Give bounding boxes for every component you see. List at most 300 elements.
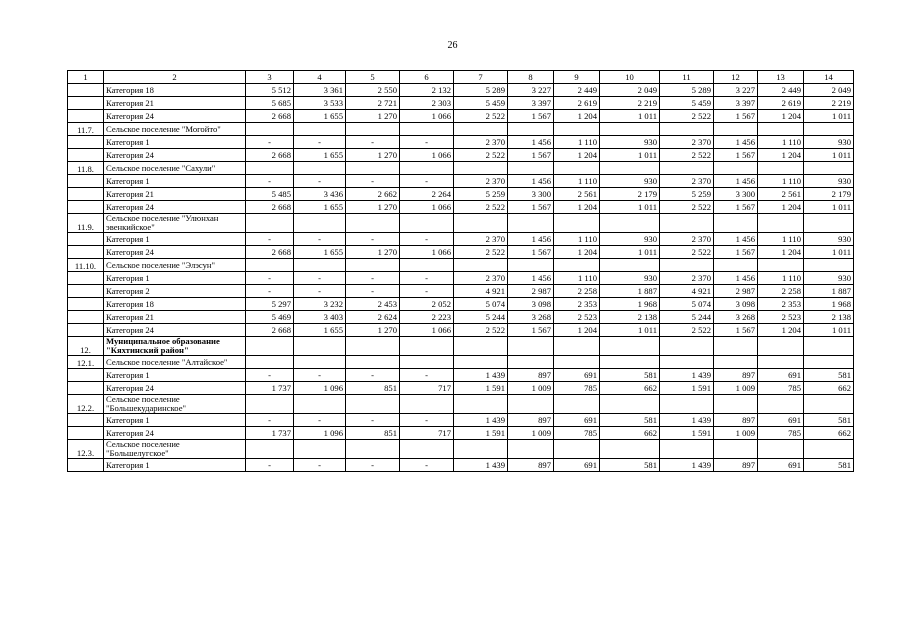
row-value: 1 270 [346,110,400,123]
row-value: 1 567 [714,149,758,162]
page-number: 26 [447,40,458,51]
empty-cell [600,337,660,356]
row-value: - [346,272,400,285]
empty-cell [660,259,714,272]
empty-cell [600,259,660,272]
row-name: Категория 24 [104,324,246,337]
row-name: Категория 1 [104,414,246,427]
row-name: Категория 1 [104,272,246,285]
row-value: 5 074 [454,298,508,311]
row-value: 1 011 [600,149,660,162]
row-value: 5 469 [246,311,294,324]
empty-cell [714,395,758,414]
empty-cell [246,356,294,369]
row-value: 1 204 [554,201,600,214]
row-value: 2 370 [454,136,508,149]
row-value: 1 110 [758,136,804,149]
row-value: 897 [714,414,758,427]
row-value: 3 268 [508,311,554,324]
row-value: 691 [758,369,804,382]
empty-cell [246,395,294,414]
row-value: 1 096 [294,427,346,440]
empty-cell [758,123,804,136]
row-value: 2 353 [758,298,804,311]
row-value: - [346,414,400,427]
table-row [68,175,854,188]
row-value: 2 453 [346,298,400,311]
row-value: 930 [600,136,660,149]
empty-cell [804,123,854,136]
row-value: - [346,233,400,246]
row-value: 930 [600,233,660,246]
row-value: 1 456 [508,233,554,246]
row-code [68,285,104,298]
row-value: 1 439 [454,459,508,472]
municipality-row [68,337,854,356]
empty-cell [508,440,554,459]
row-code [68,382,104,395]
empty-cell [714,214,758,233]
row-name: Категория 24 [104,246,246,259]
empty-cell [714,337,758,356]
row-value: 1 456 [508,272,554,285]
row-value: 662 [804,382,854,395]
row-value: 930 [600,272,660,285]
table-row [68,233,854,246]
row-value: 1 655 [294,149,346,162]
column-number: 5 [346,71,400,84]
empty-cell [246,162,294,175]
empty-cell [346,259,400,272]
table-row [68,311,854,324]
row-value: 2 522 [454,110,508,123]
row-name: Категория 24 [104,110,246,123]
row-value: 3 300 [508,188,554,201]
row-name: Категория 24 [104,149,246,162]
row-value: 691 [758,414,804,427]
empty-cell [400,259,454,272]
section-code: 11.7. [68,123,104,136]
column-number: 9 [554,71,600,84]
row-value: 1 066 [400,149,454,162]
row-value: 3 533 [294,97,346,110]
row-value: 930 [804,233,854,246]
row-value: 1 066 [400,201,454,214]
column-number: 3 [246,71,294,84]
table-row [68,84,854,97]
empty-cell [758,337,804,356]
column-number: 11 [660,71,714,84]
row-value: 2 223 [400,311,454,324]
empty-cell [660,395,714,414]
section-name: Сельское поселение "Могойто" [104,123,246,136]
column-number: 4 [294,71,346,84]
row-value: 1 009 [714,427,758,440]
empty-cell [714,123,758,136]
row-value: 717 [400,382,454,395]
row-value: - [246,414,294,427]
row-value: 2 561 [758,188,804,201]
row-value: 5 259 [454,188,508,201]
row-value: - [400,369,454,382]
table-row [68,136,854,149]
row-value: 1 737 [246,427,294,440]
row-name: Категория 2 [104,285,246,298]
row-value: 851 [346,427,400,440]
row-value: 1 270 [346,149,400,162]
row-value: 3 403 [294,311,346,324]
row-value: 1 066 [400,110,454,123]
empty-cell [804,440,854,459]
row-value: 897 [508,414,554,427]
table-row [68,298,854,311]
row-value: 5 459 [660,97,714,110]
row-value: 1 110 [758,272,804,285]
row-value: 3 361 [294,84,346,97]
section-name: Муниципальное образование "Кяхтинский район" [104,337,246,356]
column-number: 13 [758,71,804,84]
empty-cell [554,395,600,414]
empty-cell [508,259,554,272]
row-code [68,272,104,285]
empty-cell [660,356,714,369]
empty-cell [346,440,400,459]
row-value: 581 [600,369,660,382]
empty-cell [554,337,600,356]
row-value: 3 098 [714,298,758,311]
empty-cell [346,162,400,175]
row-code [68,298,104,311]
empty-cell [554,259,600,272]
table-row [68,414,854,427]
row-value: 5 685 [246,97,294,110]
row-code [68,369,104,382]
row-value: - [246,233,294,246]
row-value: 2 258 [554,285,600,298]
row-value: 1 456 [508,136,554,149]
empty-cell [400,440,454,459]
row-value: 2 522 [660,201,714,214]
row-value: 4 921 [454,285,508,298]
row-value: 1 968 [804,298,854,311]
row-value: 2 132 [400,84,454,97]
row-value: 3 397 [508,97,554,110]
row-name: Категория 1 [104,136,246,149]
section-name: Сельское поселение "Большекударинское" [104,395,246,414]
row-value: 897 [714,369,758,382]
row-value: 1 011 [600,201,660,214]
row-value: - [294,369,346,382]
row-value: 2 668 [246,110,294,123]
table-row [68,97,854,110]
empty-cell [600,214,660,233]
row-value: 1 456 [714,233,758,246]
empty-cell [758,440,804,459]
table-row [68,272,854,285]
empty-cell [454,123,508,136]
row-code [68,84,104,97]
empty-cell [804,337,854,356]
row-code [68,427,104,440]
row-value: 1 567 [714,246,758,259]
column-number: 1 [68,71,104,84]
row-value: 785 [758,427,804,440]
empty-cell [554,214,600,233]
row-name: Категория 1 [104,175,246,188]
section-row [68,356,854,369]
row-value: 691 [554,414,600,427]
row-value: - [294,272,346,285]
empty-cell [400,123,454,136]
row-value: 3 268 [714,311,758,324]
row-name: Категория 1 [104,459,246,472]
row-value: - [294,233,346,246]
empty-cell [660,440,714,459]
row-code [68,324,104,337]
section-row [68,395,854,414]
empty-cell [400,337,454,356]
empty-cell [758,356,804,369]
row-value: - [400,233,454,246]
row-value: - [400,414,454,427]
row-value: 5 485 [246,188,294,201]
empty-cell [400,356,454,369]
row-code [68,459,104,472]
row-value: 785 [758,382,804,395]
row-code [68,188,104,201]
row-value: 3 227 [714,84,758,97]
row-value: 1 567 [508,201,554,214]
row-value: 581 [804,369,854,382]
tariff-table [67,70,854,472]
row-value: - [246,175,294,188]
row-name: Категория 1 [104,233,246,246]
column-number: 2 [104,71,246,84]
row-value: 930 [804,272,854,285]
row-value: 717 [400,427,454,440]
row-value: 1 009 [714,382,758,395]
row-value: 691 [554,459,600,472]
row-value: 785 [554,382,600,395]
row-value: 930 [600,175,660,188]
empty-cell [804,259,854,272]
row-value: 662 [804,427,854,440]
row-value: 1 655 [294,324,346,337]
table-body [68,71,854,472]
empty-cell [508,395,554,414]
row-value: 2 522 [454,246,508,259]
row-value: 1 567 [508,324,554,337]
row-value: 1 204 [758,324,804,337]
row-value: 2 049 [600,84,660,97]
row-value: 1 009 [508,427,554,440]
table-row [68,246,854,259]
section-code: 12.2. [68,395,104,414]
row-value: - [294,285,346,298]
row-value: 5 289 [660,84,714,97]
empty-cell [660,123,714,136]
row-value: 5 074 [660,298,714,311]
row-value: - [246,459,294,472]
row-value: 1 887 [600,285,660,298]
row-value: 2 049 [804,84,854,97]
empty-cell [554,123,600,136]
row-name: Категория 24 [104,427,246,440]
row-value: - [346,369,400,382]
row-value: 2 987 [508,285,554,298]
row-value: 1 270 [346,246,400,259]
row-value: 1 270 [346,324,400,337]
empty-cell [758,214,804,233]
section-row [68,123,854,136]
row-code [68,246,104,259]
row-value: 2 353 [554,298,600,311]
row-value: 5 259 [660,188,714,201]
empty-cell [758,395,804,414]
empty-cell [714,356,758,369]
empty-cell [346,214,400,233]
row-value: - [246,272,294,285]
row-value: 2 550 [346,84,400,97]
row-value: 1 110 [554,136,600,149]
row-name: Категория 24 [104,382,246,395]
row-value: 1 567 [714,324,758,337]
section-row [68,259,854,272]
row-value: 1 011 [804,324,854,337]
row-value: 2 052 [400,298,454,311]
row-value: 930 [804,136,854,149]
empty-cell [554,440,600,459]
row-value: 1 204 [758,246,804,259]
empty-cell [346,123,400,136]
row-value: 3 300 [714,188,758,201]
row-value: 897 [508,369,554,382]
section-code: 11.9. [68,214,104,233]
row-value: 2 522 [660,110,714,123]
column-number: 14 [804,71,854,84]
row-value: 1 655 [294,201,346,214]
row-value: 5 512 [246,84,294,97]
empty-cell [660,214,714,233]
row-value: 2 303 [400,97,454,110]
empty-cell [508,162,554,175]
row-value: 1 066 [400,324,454,337]
empty-cell [508,214,554,233]
row-value: 1 439 [454,414,508,427]
row-value: 1 737 [246,382,294,395]
row-value: 2 987 [714,285,758,298]
row-value: 2 523 [758,311,804,324]
empty-cell [454,162,508,175]
row-value: - [294,459,346,472]
row-code [68,97,104,110]
row-code [68,110,104,123]
empty-cell [400,395,454,414]
row-value: 1 204 [554,324,600,337]
empty-cell [246,337,294,356]
row-value: 1 096 [294,382,346,395]
row-value: 2 522 [454,324,508,337]
row-value: - [400,285,454,298]
row-value: 1 567 [508,110,554,123]
row-value: - [346,285,400,298]
row-name: Категория 21 [104,188,246,201]
empty-cell [294,259,346,272]
empty-cell [294,395,346,414]
row-value: 2 370 [660,136,714,149]
row-value: 1 011 [600,110,660,123]
row-value: 2 721 [346,97,400,110]
row-value: 1 110 [554,272,600,285]
row-value: 1 567 [714,110,758,123]
table-row [68,459,854,472]
row-value: 2 624 [346,311,400,324]
section-row [68,162,854,175]
row-value: 1 887 [804,285,854,298]
section-row [68,214,854,233]
row-value: 2 668 [246,324,294,337]
empty-cell [804,162,854,175]
empty-cell [294,162,346,175]
section-name: Сельское поселение "Улюнхан эвенкийское" [104,214,246,233]
row-value: 2 138 [600,311,660,324]
row-value: 1 456 [714,175,758,188]
row-value: - [346,136,400,149]
empty-cell [508,356,554,369]
empty-cell [714,162,758,175]
row-value: 3 098 [508,298,554,311]
row-value: 1 456 [714,272,758,285]
row-value: 1 968 [600,298,660,311]
empty-cell [600,356,660,369]
row-value: 897 [508,459,554,472]
row-value: 1 456 [714,136,758,149]
row-value: 5 297 [246,298,294,311]
row-name: Категория 18 [104,298,246,311]
table-row [68,382,854,395]
row-value: 1 456 [508,175,554,188]
row-value: - [400,272,454,285]
row-value: 5 289 [454,84,508,97]
column-number: 6 [400,71,454,84]
row-value: 3 232 [294,298,346,311]
row-value: 2 179 [804,188,854,201]
row-value: 1 270 [346,201,400,214]
row-value: 2 522 [660,324,714,337]
row-value: 851 [346,382,400,395]
row-value: 897 [714,459,758,472]
row-value: 1 439 [454,369,508,382]
row-value: - [246,285,294,298]
table-row [68,285,854,298]
row-value: 1 110 [758,233,804,246]
section-code: 12.3. [68,440,104,459]
row-value: 1 591 [454,382,508,395]
empty-cell [346,356,400,369]
row-value: 1 011 [804,149,854,162]
table-row [68,188,854,201]
row-value: 1 591 [660,382,714,395]
row-value: 2 370 [660,272,714,285]
empty-cell [346,395,400,414]
column-number: 10 [600,71,660,84]
row-value: 1 009 [508,382,554,395]
row-value: - [346,459,400,472]
row-value: 1 110 [554,233,600,246]
row-value: 2 619 [758,97,804,110]
table-row [68,149,854,162]
section-code: 11.10. [68,259,104,272]
